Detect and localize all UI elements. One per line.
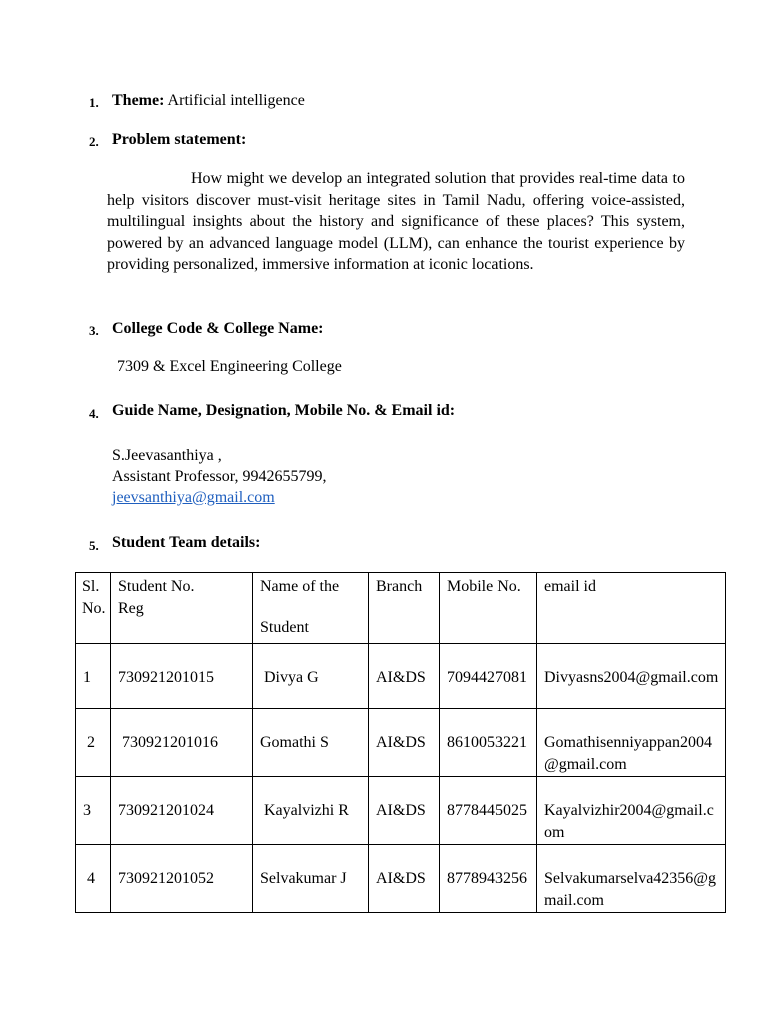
cell-sl: 2 xyxy=(76,709,111,777)
section-number: 4. xyxy=(89,406,99,421)
cell-mobile: 8610053221 xyxy=(440,709,537,777)
guide-heading xyxy=(112,402,455,420)
header-sl-no: Sl. No. xyxy=(76,573,111,644)
cell-sl: 3 xyxy=(76,777,111,845)
cell-branch: AI&DS xyxy=(369,777,440,845)
cell-mobile: 8778445025 xyxy=(440,777,537,845)
college-label: College Code & College Name: xyxy=(112,320,324,337)
problem-statement-text: How might we develop an integrated solution that provides real-time data to help visitors discover must-visit heritage sites in Tamil Nadu, offering voice-assisted, multilingual insights about the history and significance of these places? This system, powered by an advanced language model (LLM), can enhance the tourist experience by providing personalized, immersive information at iconic locations. xyxy=(107,170,685,274)
guide-email-link[interactable]: jeevsanthiya@gmail.com xyxy=(112,489,275,506)
cell-name: Divya G xyxy=(253,644,369,709)
theme-label: Theme: xyxy=(112,92,165,109)
guide-label: Guide Name, Designation, Mobile No. & Email id: xyxy=(112,402,456,419)
cell-email: Gomathisenniyappan2004@gmail.com xyxy=(537,709,726,777)
team-heading xyxy=(112,534,260,552)
problem-statement-label: Problem statement: xyxy=(112,131,247,148)
cell-email: Selvakumarselva42356@gmail.com xyxy=(537,845,726,913)
cell-sl: 4 xyxy=(76,845,111,913)
header-branch: Branch xyxy=(369,573,440,644)
section-number: 5. xyxy=(89,538,99,553)
header-email: email id xyxy=(537,573,726,644)
student-team-table xyxy=(75,572,726,913)
section-number: 1. xyxy=(89,95,99,110)
problem-statement-heading xyxy=(112,131,246,149)
theme-line xyxy=(112,92,305,110)
cell-reg: 730921201052 xyxy=(111,845,253,913)
header-name: Name of the Student xyxy=(253,573,369,644)
table-row xyxy=(76,709,726,777)
cell-name: Gomathi S xyxy=(253,709,369,777)
section-number: 2. xyxy=(89,134,99,149)
cell-branch: AI&DS xyxy=(369,845,440,913)
cell-email: Kayalvizhir2004@gmail.com xyxy=(537,777,726,845)
table-row xyxy=(76,777,726,845)
cell-branch: AI&DS xyxy=(369,709,440,777)
guide-name: S.Jeevasanthiya , xyxy=(112,447,222,464)
table-row xyxy=(76,845,726,913)
team-label: Student Team details: xyxy=(112,534,261,551)
college-heading xyxy=(112,320,324,338)
cell-reg: 730921201016 xyxy=(111,709,253,777)
cell-branch: AI&DS xyxy=(369,644,440,709)
cell-reg: 730921201024 xyxy=(111,777,253,845)
guide-designation: Assistant Professor, 9942655799, xyxy=(112,468,327,485)
table-row xyxy=(76,644,726,709)
cell-name: Kayalvizhi R xyxy=(253,777,369,845)
cell-sl: 1 xyxy=(76,644,111,709)
section-number: 3. xyxy=(89,323,99,338)
table-header-row xyxy=(76,573,726,644)
cell-mobile: 8778943256 xyxy=(440,845,537,913)
header-reg: Student No. Reg xyxy=(111,573,253,644)
college-value: 7309 & Excel Engineering College xyxy=(117,358,342,375)
cell-reg: 730921201015 xyxy=(111,644,253,709)
theme-value: Artificial intelligence xyxy=(164,92,305,109)
cell-mobile: 7094427081 xyxy=(440,644,537,709)
cell-email: Divyasns2004@gmail.com xyxy=(537,644,726,709)
cell-name: Selvakumar J xyxy=(253,845,369,913)
header-mobile: Mobile No. xyxy=(440,573,537,644)
